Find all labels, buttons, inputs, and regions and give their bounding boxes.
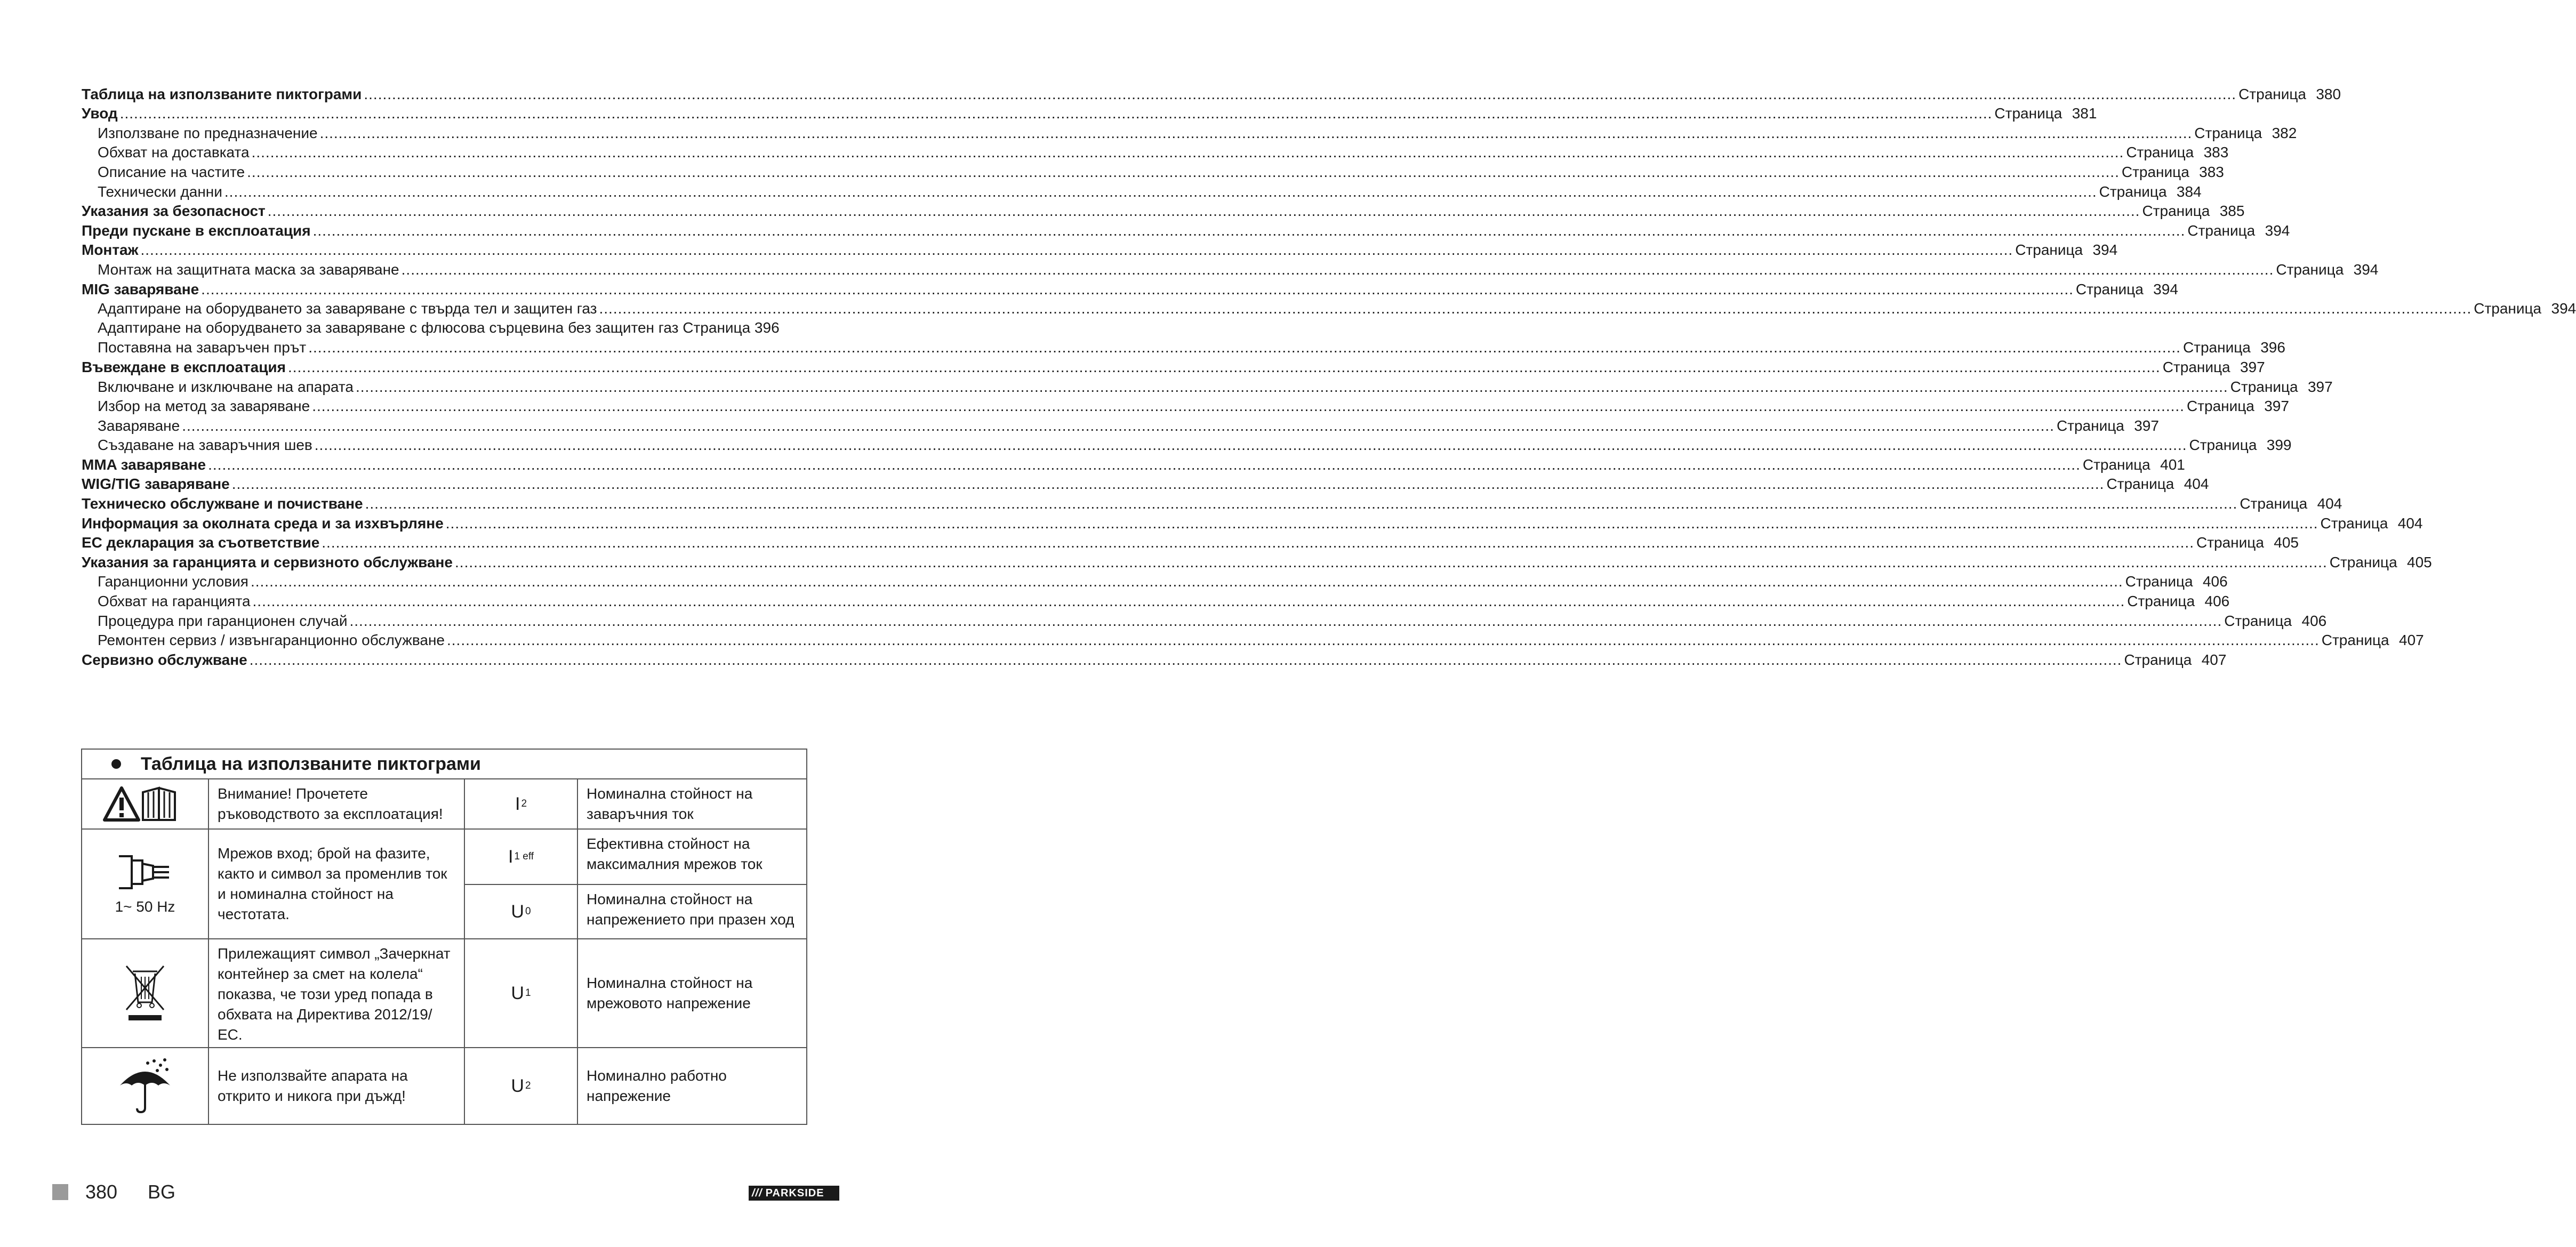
toc-entry-page: 394 — [2353, 261, 2379, 278]
toc-entry-page: 396 — [2260, 339, 2285, 356]
footer-language: BG — [148, 1181, 176, 1203]
toc-leader-dots: ................................................................................................................................................................................................................................................................................................................................................................................................................ — [231, 476, 2105, 493]
u1-description — [578, 939, 807, 1048]
toc-entry — [82, 202, 2245, 221]
toc-leader-dots: ................................................................................................................................................................................................................................................................................................................................................................................................................ — [140, 242, 2013, 259]
toc-entry-label: Страница — [2474, 300, 2542, 317]
rain-icon-cell — [82, 1048, 209, 1124]
toc-entry-label: Страница — [2186, 398, 2254, 415]
pictogram-table — [81, 749, 807, 1125]
footer-marker-square — [52, 1184, 68, 1200]
u2-description-text: Номинално работно напрежение — [587, 1067, 727, 1104]
rain-text-content: Не използвайте апарата на открито и никога при дъжд! — [218, 1067, 408, 1104]
toc-leader-dots: ................................................................................................................................................................................................................................................................................................................................................................................................................ — [364, 85, 2237, 102]
toc-entry — [82, 591, 2230, 611]
symbol-u0-base: U — [511, 902, 524, 922]
toc-entry-title: Включване и изключване на апарата — [98, 378, 354, 395]
toc-entry-label: Страница — [2321, 632, 2389, 649]
toc-entry-title: Процедура при гаранционен случай — [98, 612, 348, 629]
symbol-u2-base: U — [511, 1076, 524, 1096]
toc-entry-title: Монтаж — [82, 242, 139, 259]
toc-leader-dots: ................................................................................................................................................................................................................................................................................................................................................................................................................ — [251, 144, 2124, 161]
pictogram-table-header — [82, 750, 806, 779]
toc-entry-title: Технически данни — [98, 183, 222, 200]
mains-input-icon-cell — [82, 830, 209, 939]
toc-entry-page: 381 — [2072, 105, 2097, 122]
toc-entry-page: 383 — [2199, 163, 2224, 180]
toc-leader-dots: ................................................................................................................................................................................................................................................................................................................................................................................................................ — [445, 514, 2318, 532]
toc-entry-page: 399 — [2266, 437, 2292, 454]
toc-entry-title: Обхват на гаранцията — [98, 593, 251, 610]
toc-leader-dots: ................................................................................................................................................................................................................................................................................................................................................................................................................ — [447, 632, 2320, 649]
weee-text: Прилежащият символ „Зачеркнат контейнер за смет на колела“ показва, че този уред попада в обхвата на Директива 2012/19/ЕС. — [209, 939, 465, 1048]
toc-entry-label: Страница — [2320, 514, 2388, 532]
toc-entry-page: 406 — [2202, 573, 2228, 590]
warning-manual-icon-cell — [82, 779, 209, 830]
u2-description — [578, 1048, 807, 1124]
toc-entry-label: Страница — [2125, 573, 2193, 590]
toc-leader-dots: ................................................................................................................................................................................................................................................................................................................................................................................................................ — [208, 456, 2081, 473]
rain-text — [209, 1048, 465, 1124]
toc-leader-dots: ................................................................................................................................................................................................................................................................................................................................................................................................................ — [224, 183, 2097, 200]
toc-entry-label: Страница — [2099, 183, 2167, 200]
warning-manual-icon — [102, 785, 188, 823]
toc-leader-dots: ................................................................................................................................................................................................................................................................................................................................................................................................................ — [252, 593, 2125, 610]
toc-leader-dots: ................................................................................................................................................................................................................................................................................................................................................................................................................ — [312, 222, 2186, 239]
toc-entry-page: 404 — [2184, 476, 2209, 493]
toc-entry-page: 397 — [2264, 398, 2289, 415]
toc-entry — [82, 474, 2209, 494]
toc-entry-label: Страница — [2075, 280, 2144, 297]
toc-entry-label: Страница — [2187, 222, 2256, 239]
toc-entry-page: 406 — [2301, 612, 2327, 629]
toc-entry-title: Указания за безопасност — [82, 203, 266, 220]
toc-entry-title: Техническо обслужване и почистване — [82, 495, 363, 512]
toc-entry-title: Информация за околната среда и за изхвърляне — [82, 514, 444, 532]
symbol-u0 — [465, 885, 578, 939]
toc-entry-title: MMA заваряване — [82, 456, 206, 473]
toc-entry — [82, 318, 808, 338]
toc-entry — [82, 650, 2227, 670]
mains-text — [209, 830, 465, 939]
symbol-u1-sub: 1 — [525, 987, 531, 999]
toc-entry — [82, 397, 2289, 416]
toc-entry-title: Указания за гаранцията и сервизното обслужване — [82, 553, 453, 570]
toc-entry-label: Страница — [2276, 261, 2344, 278]
symbol-u0-sub: 0 — [525, 906, 531, 917]
toc-entry-label: Страница — [2126, 144, 2194, 161]
toc-entry-label: Страница — [2106, 476, 2174, 493]
toc-entry-title: Описание на частите — [98, 163, 245, 180]
mains-text-content: Мрежов вход; брой на фазите, както и символ за променлив ток и номинална стойност на честотата. — [218, 845, 447, 922]
toc-entry — [82, 533, 2299, 553]
toc-entry — [82, 552, 2432, 572]
umbrella-rain-icon — [116, 1057, 174, 1115]
toc-entry — [82, 513, 2423, 533]
toc-entry-page: 394 — [2092, 242, 2118, 259]
toc-entry-page: 404 — [2397, 514, 2423, 532]
toc-leader-dots: ................................................................................................................................................................................................................................................................................................................................................................................................................ — [599, 300, 2472, 317]
mains-plug-icon — [116, 851, 174, 894]
toc-entry-page: 406 — [2204, 593, 2230, 610]
u0-description: Номинална стойност на напрежението при празен ход — [578, 885, 807, 939]
symbol-i1eff-base: I — [508, 847, 513, 867]
toc-entry-label: Страница — [2182, 339, 2251, 356]
toc-entry-page: 383 — [2203, 144, 2229, 161]
toc-entry-page: 407 — [2399, 632, 2424, 649]
toc-entry — [82, 611, 2327, 631]
brand-name: PARKSIDE — [765, 1187, 824, 1199]
toc-entry — [82, 240, 2118, 260]
toc-entry-title: Ремонтен сервиз / извънгаранционно обслужване — [98, 632, 445, 649]
toc-leader-dots: ................................................................................................................................................................................................................................................................................................................................................................................................................ — [349, 612, 2222, 629]
toc-entry-page: 397 — [2307, 378, 2333, 395]
table-of-contents — [82, 84, 2576, 670]
toc-leader-dots: ................................................................................................................................................................................................................................................................................................................................................................................................................ — [247, 163, 2120, 180]
toc-entry-label: Страница — [2162, 358, 2230, 375]
toc-leader-dots: ................................................................................................................................................................................................................................................................................................................................................................................................................ — [312, 398, 2185, 415]
toc-entry-title: Поставяна на заваръчен прът — [98, 339, 307, 356]
toc-entry — [82, 455, 2185, 474]
toc-entry-page: 405 — [2407, 553, 2432, 570]
symbol-i2 — [465, 779, 578, 830]
toc-entry-title: Адаптиране на оборудването за заваряване с твърда тел и защитен газ — [98, 300, 597, 317]
toc-entry-title: Преди пускане в експлоатация — [82, 222, 311, 239]
toc-entry-label: Страница — [2240, 495, 2308, 512]
toc-entry-label: Страница — [2015, 242, 2083, 259]
toc-leader-dots: ................................................................................................................................................................................................................................................................................................................................................................................................................ — [308, 339, 2181, 356]
toc-entry — [82, 572, 2228, 592]
toc-entry-page: 397 — [2134, 417, 2159, 434]
toc-entry — [82, 299, 2576, 319]
symbol-u1 — [465, 939, 578, 1048]
pictogram-table-title: Таблица на използваните пиктограми — [141, 753, 481, 774]
toc-leader-dots: ................................................................................................................................................................................................................................................................................................................................................................................................................ — [319, 124, 2193, 141]
toc-leader-dots: ................................................................................................................................................................................................................................................................................................................................................................................................................ — [250, 573, 2123, 590]
toc-entry-page: 394 — [2153, 280, 2178, 297]
toc-entry — [82, 416, 2159, 436]
toc-entry-label: Страница — [2224, 612, 2292, 629]
toc-entry-title: Въвеждане в експлоатация — [82, 358, 286, 375]
toc-leader-dots: ................................................................................................................................................................................................................................................................................................................................................................................................................ — [401, 261, 2274, 278]
toc-entry-label: Страница — [2082, 456, 2150, 473]
toc-entry-label: Страница — [2142, 203, 2210, 220]
symbol-i1eff-sub: 1 eff — [514, 851, 534, 862]
toc-leader-dots: ................................................................................................................................................................................................................................................................................................................................................................................................................ — [322, 534, 2194, 551]
toc-entry-title: Адаптиране на оборудването за заваряване с флюсова сърцевина без защитен газ Страница 396 — [98, 319, 780, 336]
toc-entry-page: 384 — [2176, 183, 2202, 200]
toc-entry-page: 382 — [2272, 124, 2297, 141]
toc-leader-dots: ................................................................................................................................................................................................................................................................................................................................................................................................................ — [182, 417, 2055, 434]
toc-leader-dots: ................................................................................................................................................................................................................................................................................................................................................................................................................ — [249, 651, 2122, 668]
symbol-u1-base: U — [511, 983, 524, 1003]
toc-entry — [82, 436, 2292, 455]
toc-entry-page: 405 — [2274, 534, 2299, 551]
toc-entry-title: Сервизно обслужване — [82, 651, 247, 668]
toc-entry — [82, 221, 2290, 240]
toc-entry — [82, 143, 2229, 163]
symbol-u2-sub: 2 — [525, 1080, 531, 1091]
toc-entry — [82, 260, 2379, 279]
toc-entry-title: Използване по предназначение — [98, 124, 318, 141]
toc-entry-title: ЕС декларация за съответствие — [82, 534, 320, 551]
u1-description-text: Номинална стойност на мрежовото напрежение — [587, 975, 753, 1011]
toc-entry-title: Избор на метод за заваряване — [98, 398, 310, 415]
toc-entry — [82, 123, 2297, 143]
toc-entry-title: MIG заваряване — [82, 280, 199, 297]
toc-leader-dots: ................................................................................................................................................................................................................................................................................................................................................................................................................ — [287, 358, 2161, 375]
toc-entry-title: Създаване на заваръчния шев — [98, 437, 312, 454]
i1eff-description: Ефективна стойност на максималния мрежов ток — [578, 830, 807, 885]
toc-entry — [82, 162, 2224, 182]
brand-slashes: /// — [752, 1187, 763, 1199]
toc-entry-label: Страница — [2121, 163, 2189, 180]
mains-frequency-label: 1~ 50 Hz — [115, 898, 175, 915]
toc-leader-dots: ................................................................................................................................................................................................................................................................................................................................................................................................................ — [355, 378, 2228, 395]
symbol-u2 — [465, 1048, 578, 1124]
footer-page-number: 380 — [85, 1181, 118, 1203]
toc-entry-label: Страница — [2329, 553, 2397, 570]
toc-entry-title: Заваряване — [98, 417, 180, 434]
toc-entry-label: Страница — [2238, 85, 2306, 102]
symbol-i1eff — [465, 830, 578, 885]
bullet-icon — [111, 759, 121, 769]
toc-entry — [82, 279, 2178, 299]
toc-entry-page: 380 — [2316, 85, 2341, 102]
toc-entry — [82, 104, 2097, 124]
toc-entry — [82, 377, 2333, 397]
crossed-bin-icon — [121, 964, 169, 1023]
toc-entry-label: Страница — [2194, 124, 2262, 141]
warning-text: Внимание! Прочетете ръководството за експлоатация! — [209, 779, 465, 830]
toc-entry-label: Страница — [2056, 417, 2124, 434]
toc-entry — [82, 84, 2341, 104]
symbol-i2-base: I — [515, 794, 520, 814]
toc-entry-page: 394 — [2551, 300, 2576, 317]
brand-logo — [749, 1186, 839, 1201]
toc-entry-label: Страница — [2196, 534, 2264, 551]
toc-entry-title: Таблица на използваните пиктограми — [82, 85, 362, 102]
symbol-i2-sub: 2 — [521, 798, 527, 809]
toc-leader-dots: ................................................................................................................................................................................................................................................................................................................................................................................................................ — [365, 495, 2238, 512]
toc-entry-page: 385 — [2219, 203, 2245, 220]
toc-entry — [82, 494, 2342, 513]
toc-entry-label: Страница — [2189, 437, 2257, 454]
toc-entry-title: Обхват на доставката — [98, 144, 250, 161]
toc-entry-page: 404 — [2317, 495, 2342, 512]
toc-leader-dots: ................................................................................................................................................................................................................................................................................................................................................................................................................ — [455, 553, 2328, 570]
toc-entry — [82, 357, 2265, 377]
weee-icon-cell — [82, 939, 209, 1048]
toc-entry-label: Страница — [1994, 105, 2063, 122]
toc-entry-page: 407 — [2201, 651, 2227, 668]
toc-entry-title: Увод — [82, 105, 118, 122]
toc-entry-page: 401 — [2160, 456, 2185, 473]
toc-entry-page: 394 — [2265, 222, 2290, 239]
toc-entry-title: WIG/TIG заваряване — [82, 476, 230, 493]
i2-description: Номинална стойност на заваръчния ток — [578, 779, 807, 830]
toc-leader-dots: ................................................................................................................................................................................................................................................................................................................................................................................................................ — [119, 105, 1993, 122]
toc-entry-title: Гаранционни условия — [98, 573, 248, 590]
toc-entry — [82, 338, 2285, 358]
toc-leader-dots: ................................................................................................................................................................................................................................................................................................................................................................................................................ — [314, 437, 2187, 454]
toc-entry — [82, 631, 2424, 650]
toc-leader-dots: ................................................................................................................................................................................................................................................................................................................................................................................................................ — [267, 203, 2140, 220]
toc-entry — [82, 182, 2202, 202]
toc-entry-title: Монтаж на защитната маска за заваряване — [98, 261, 399, 278]
toc-entry-page: 397 — [2240, 358, 2265, 375]
toc-entry-label: Страница — [2127, 593, 2195, 610]
toc-entry-label: Страница — [2230, 378, 2298, 395]
toc-leader-dots: ................................................................................................................................................................................................................................................................................................................................................................................................................ — [201, 280, 2074, 297]
toc-entry-label: Страница — [2124, 651, 2192, 668]
